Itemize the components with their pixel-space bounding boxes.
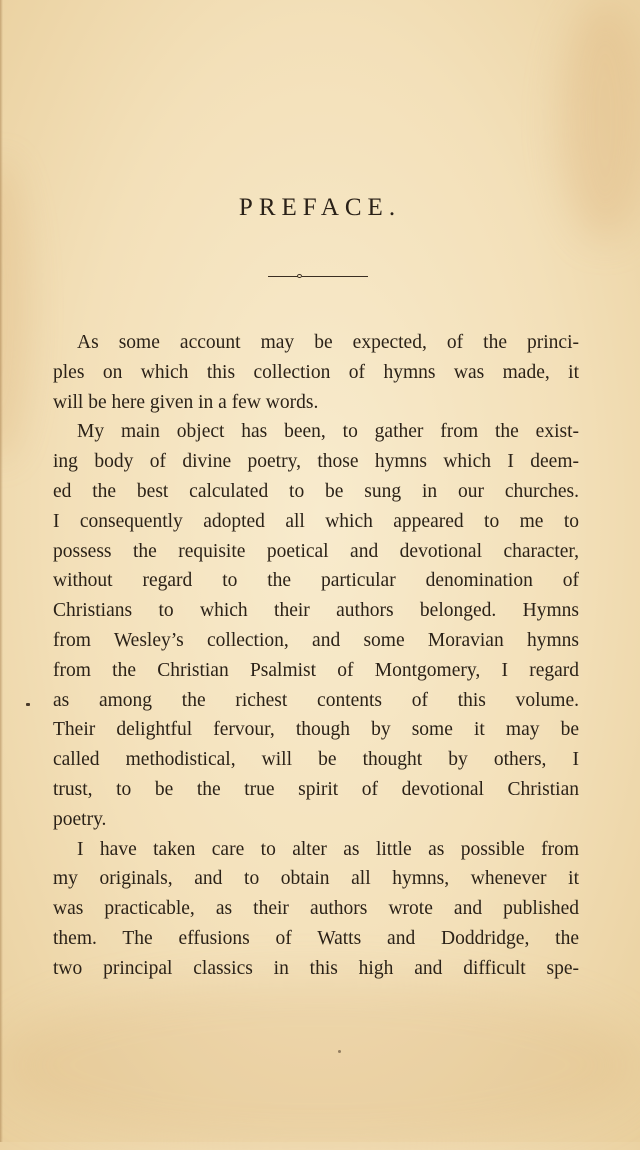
text-line: my originals, and to obtain all hymns, whenever it bbox=[53, 868, 579, 890]
text-line: was practicable, as their authors wrote and published bbox=[53, 898, 579, 920]
text-line: two principal classics in this high and difficult spe- bbox=[53, 957, 579, 979]
text-line: called methodistical, will be thought by others, I bbox=[53, 749, 579, 771]
text-line: Their delightful fervour, though by some it may be bbox=[53, 719, 579, 741]
paper-speck bbox=[338, 1050, 341, 1053]
text-line: poetry. bbox=[53, 808, 107, 830]
text-line: without regard to the particular denomination of bbox=[53, 570, 579, 592]
text-line: ed the best calculated to be sung in our churches. bbox=[53, 480, 579, 502]
text-line: possess the requisite poetical and devotional character, bbox=[53, 540, 579, 562]
text-line: Christians to which their authors belonged. Hymns bbox=[53, 600, 579, 622]
text-line: I consequently adopted all which appeared to me to bbox=[53, 510, 579, 532]
text-line: trust, to be the true spirit of devotional Christian bbox=[53, 778, 579, 800]
text-line: As some account may be expected, of the princi- bbox=[77, 332, 579, 353]
text-line: ing body of divine poetry, those hymns which I deem- bbox=[53, 451, 579, 473]
text-line: them. The effusions of Watts and Doddridge, the bbox=[53, 927, 579, 949]
page-title: PREFACE. bbox=[238, 194, 402, 221]
text-line: My main object has been, to gather from the exist- bbox=[77, 421, 579, 443]
text-line: ples on which this collection of hymns was made, it bbox=[53, 361, 579, 383]
margin-mark bbox=[26, 703, 30, 706]
text-line: will be here given in a few words. bbox=[53, 391, 319, 413]
paper-stain bbox=[0, 980, 640, 1150]
page-edge-shadow bbox=[0, 0, 3, 1142]
text-line: from Wesley’s collection, and some Moravian hymns bbox=[53, 629, 579, 651]
title-rule-ornament bbox=[268, 274, 368, 280]
text-line: from the Christian Psalmist of Montgomery, I regard bbox=[53, 659, 579, 681]
text-line: I have taken care to alter as little as possible from bbox=[77, 838, 579, 860]
text-line: as among the richest contents of this volume. bbox=[53, 689, 579, 711]
preface-body bbox=[53, 328, 579, 984]
